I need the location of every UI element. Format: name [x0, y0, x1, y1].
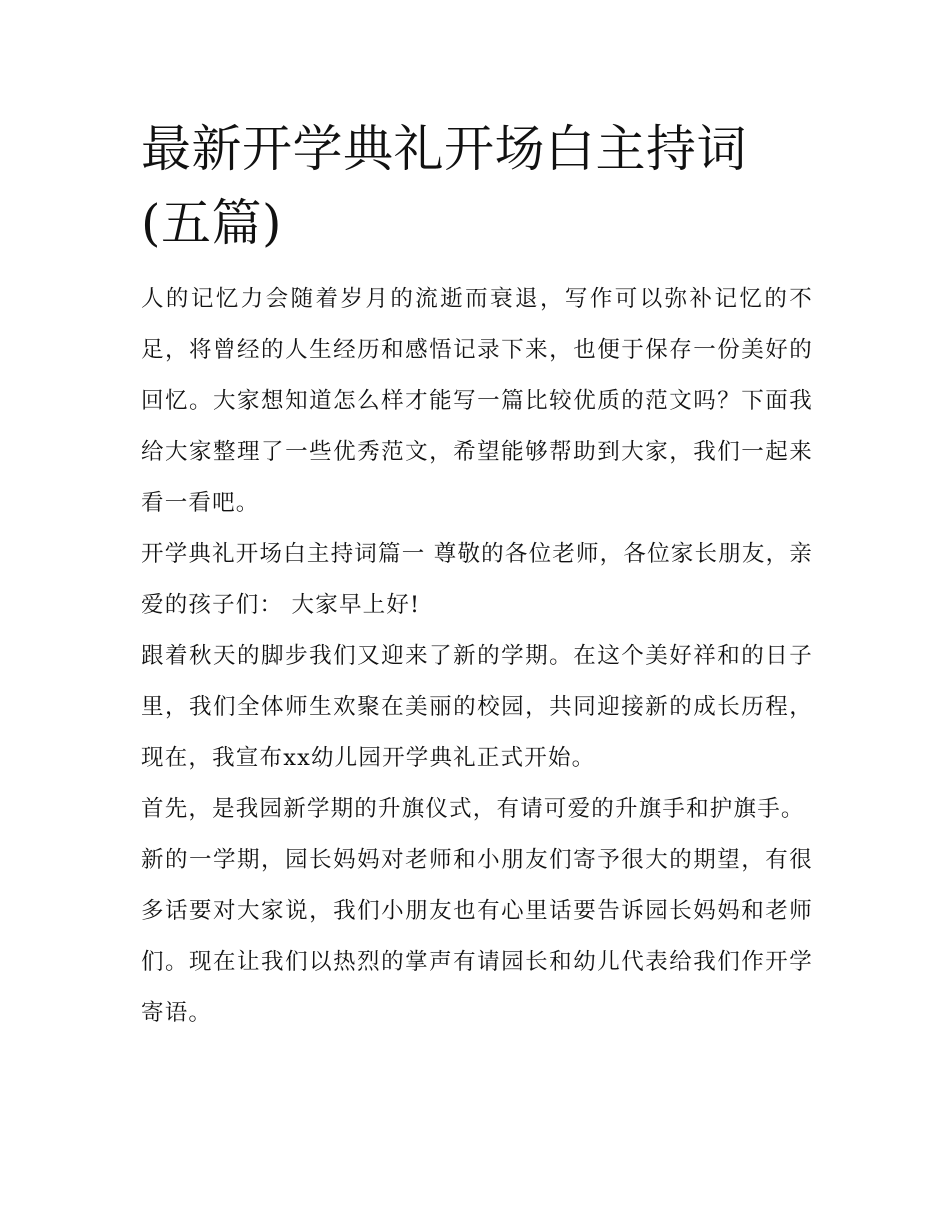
document-title: 最新开学典礼开场白主持词(五篇) — [141, 120, 747, 252]
paragraph-flag-ceremony: 首先，是我园新学期的升旗仪式，有请可爱的升旗手和护旗手。 — [141, 796, 805, 822]
paragraph-greeting: 开学典礼开场白主持词篇一 尊敬的各位老师，各位家长朋友，亲爱的孩子们： 大家早上好! — [141, 541, 813, 618]
document-body — [141, 274, 813, 1039]
paragraph-principal-speech: 新的一学期，园长妈妈对老师和小朋友们寄予很大的期望，有很多话要对大家说，我们小朋友也有心里话要告诉园长妈妈和老师们。现在让我们以热烈的掌声有请园长和幼儿代表给我们作开学寄语。 — [141, 847, 813, 1026]
paragraph-opening: 跟着秋天的脚步我们又迎来了新的学期。在这个美好祥和的日子里，我们全体师生欢聚在美丽的校园，共同迎接新的成长历程，现在，我宣布xx幼儿园开学典礼正式开始。 — [141, 643, 813, 771]
paragraph-intro: 人的记忆力会随着岁月的流逝而衰退，写作可以弥补记忆的不足，将曾经的人生经历和感悟记录下来，也便于保存一份美好的回忆。大家想知道怎么样才能写一篇比较优质的范文吗？下面我给大家整理了一些优秀范文，希望能够帮助到大家，我们一起来看一看吧。 — [141, 286, 813, 516]
